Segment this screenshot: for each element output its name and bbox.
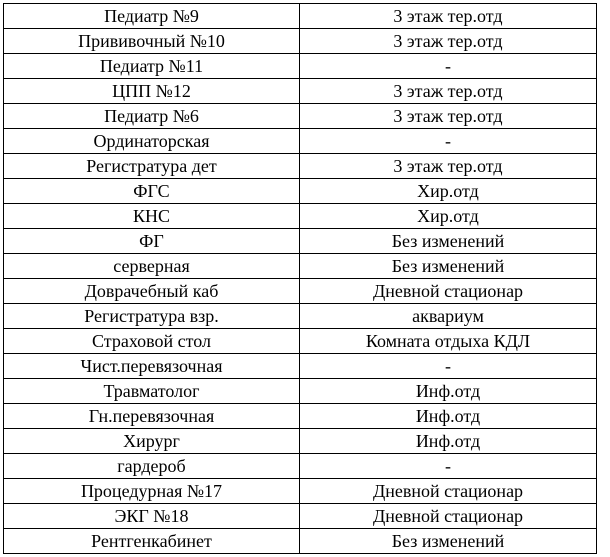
- table-row: [4, 304, 597, 329]
- room-name-cell: ФГ: [4, 229, 300, 254]
- table-row: [4, 454, 597, 479]
- location-cell: -: [300, 54, 597, 79]
- location-cell: 3 этаж тер.отд: [300, 4, 597, 29]
- location-cell: Дневной стационар: [300, 279, 597, 304]
- room-name-cell: Хирург: [4, 429, 300, 454]
- table-row: [4, 104, 597, 129]
- table-row: [4, 179, 597, 204]
- location-cell: Без изменений: [300, 254, 597, 279]
- table-row: [4, 529, 597, 554]
- table-row: [4, 354, 597, 379]
- table-row: [4, 429, 597, 454]
- room-name-cell: Доврачебный каб: [4, 279, 300, 304]
- location-cell: -: [300, 354, 597, 379]
- room-name-cell: Процедурная №17: [4, 479, 300, 504]
- location-cell: Инф.отд: [300, 429, 597, 454]
- room-name-cell: Травматолог: [4, 379, 300, 404]
- location-cell: Без изменений: [300, 229, 597, 254]
- table-row: [4, 379, 597, 404]
- table-row: [4, 229, 597, 254]
- table-row: [4, 154, 597, 179]
- room-name-cell: Гн.перевязочная: [4, 404, 300, 429]
- table-body: [4, 4, 597, 554]
- room-name-cell: Педиатр №9: [4, 4, 300, 29]
- room-name-cell: Регистратура дет: [4, 154, 300, 179]
- room-name-cell: гардероб: [4, 454, 300, 479]
- location-cell: 3 этаж тер.отд: [300, 79, 597, 104]
- table-row: [4, 4, 597, 29]
- room-name-cell: Рентгенкабинет: [4, 529, 300, 554]
- table-row: [4, 204, 597, 229]
- table-row: [4, 254, 597, 279]
- table-row: [4, 79, 597, 104]
- room-name-cell: серверная: [4, 254, 300, 279]
- room-name-cell: ЭКГ №18: [4, 504, 300, 529]
- table-row: [4, 54, 597, 79]
- location-cell: 3 этаж тер.отд: [300, 104, 597, 129]
- room-name-cell: Педиатр №11: [4, 54, 300, 79]
- table-row: [4, 479, 597, 504]
- room-name-cell: Ординаторская: [4, 129, 300, 154]
- location-cell: 3 этаж тер.отд: [300, 29, 597, 54]
- room-name-cell: Чист.перевязочная: [4, 354, 300, 379]
- location-cell: 3 этаж тер.отд: [300, 154, 597, 179]
- room-name-cell: Прививочный №10: [4, 29, 300, 54]
- room-name-cell: Педиатр №6: [4, 104, 300, 129]
- room-name-cell: ФГС: [4, 179, 300, 204]
- room-name-cell: ЦПП №12: [4, 79, 300, 104]
- location-cell: аквариум: [300, 304, 597, 329]
- location-cell: Комната отдыха КДЛ: [300, 329, 597, 354]
- table-row: [4, 329, 597, 354]
- location-cell: Инф.отд: [300, 379, 597, 404]
- room-name-cell: КНС: [4, 204, 300, 229]
- location-cell: Хир.отд: [300, 179, 597, 204]
- location-cell: Хир.отд: [300, 204, 597, 229]
- table-row: [4, 504, 597, 529]
- table-row: [4, 404, 597, 429]
- location-cell: Без изменений: [300, 529, 597, 554]
- location-cell: Дневной стационар: [300, 504, 597, 529]
- location-cell: Дневной стационар: [300, 479, 597, 504]
- location-cell: Инф.отд: [300, 404, 597, 429]
- room-name-cell: Регистратура взр.: [4, 304, 300, 329]
- relocation-table: [3, 3, 597, 554]
- table-row: [4, 129, 597, 154]
- location-cell: -: [300, 129, 597, 154]
- table-row: [4, 279, 597, 304]
- table-row: [4, 29, 597, 54]
- location-cell: -: [300, 454, 597, 479]
- room-name-cell: Страховой стол: [4, 329, 300, 354]
